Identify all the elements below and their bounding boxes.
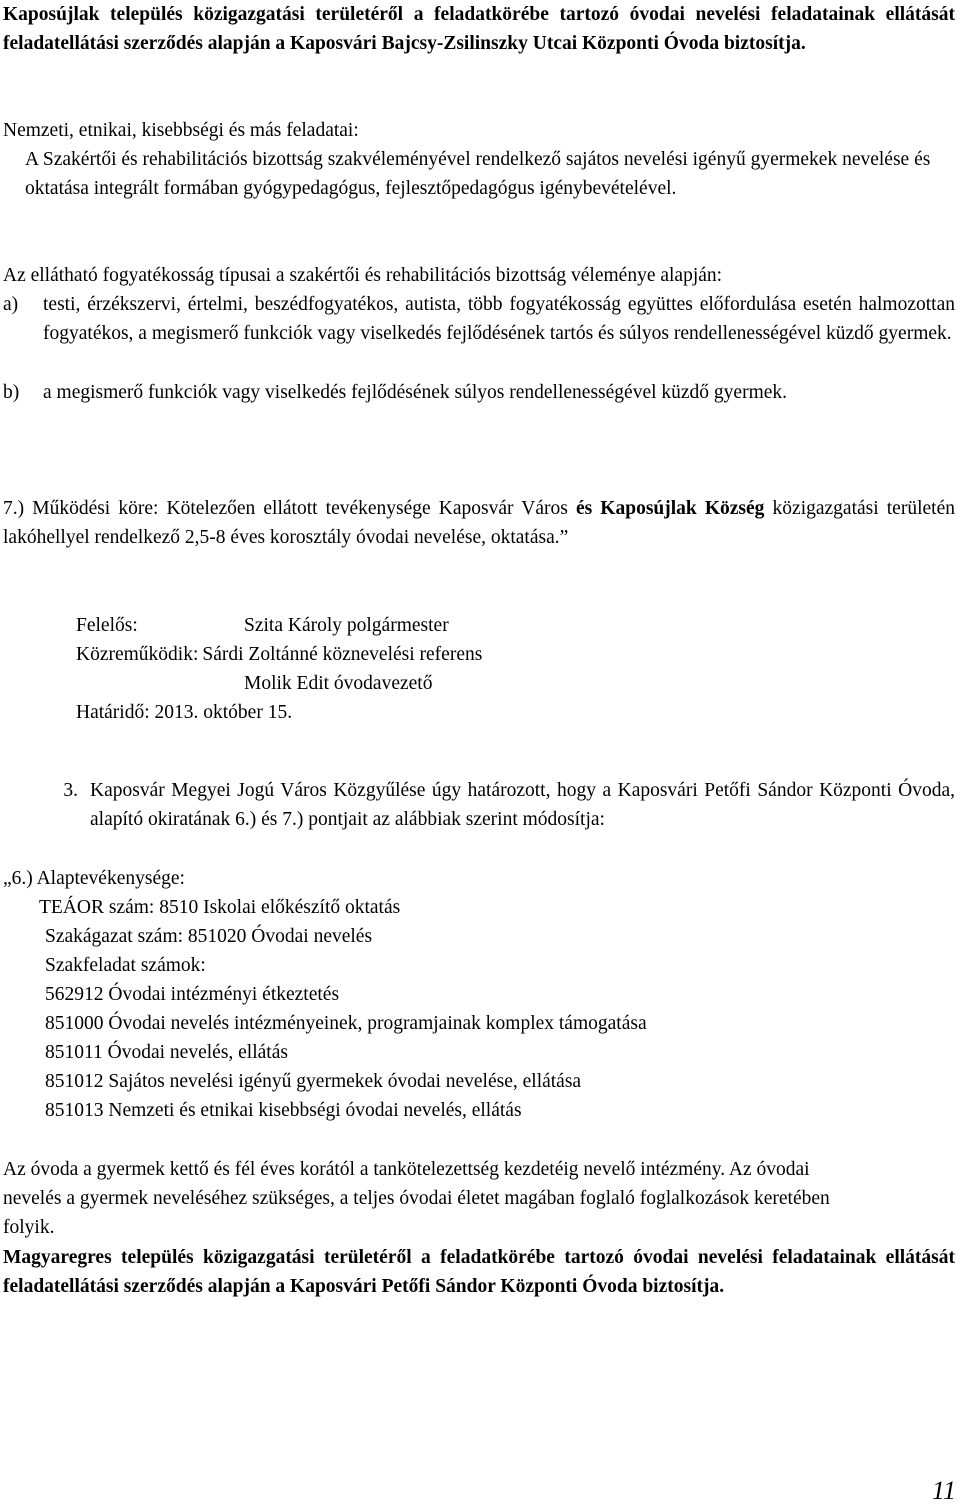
second-contributor: Molik Edit óvodavezető — [244, 673, 433, 694]
hatarido: Határidő: 2013. október 15. — [76, 702, 293, 723]
nemzeti-heading: Nemzeti, etnikai, kisebbségi és más feladatai: — [3, 120, 359, 141]
list-item: 851011 Óvodai nevelés, ellátás — [45, 1042, 288, 1063]
mukodesi-kore-paragraph — [3, 494, 955, 552]
item-b-text: a megismerő funkciók vagy viselkedés fejlődésének súlyos rendellenességével küzdő gyermek. — [43, 382, 788, 403]
item-a-text: testi, érzékszervi, értelmi, beszédfogyatékos, autista, több fogyatékosság együttes előfordulása esetén halmozottan fogyatékos, a megismerő funkciók vagy viselkedés fejlődésének tartós és súlyos rendellenességével küzdő gyermek. — [43, 294, 955, 344]
nemzeti-section — [3, 116, 955, 203]
szakagazat-line: Szakágazat szám: 851020 Óvodai nevelés — [45, 926, 373, 947]
szakfeladat-list — [3, 980, 955, 1125]
felelos-key: Felelős: — [76, 615, 138, 636]
fogyatekossag-item-b — [3, 378, 955, 407]
point-3 — [3, 776, 955, 834]
alaptevekenyseg-heading: „6.) Alaptevékenysége: — [3, 868, 185, 889]
fogyatekossag-item-a — [3, 290, 955, 348]
kaposujlak-paragraph: Kaposújlak település közigazgatási területéről a feladatkörébe tartozó óvodai nevelési feladatainak ellátását feladatellátási szerződés alapján a Kaposvári Bajcsy-Zsilinszky Utcai Központi Óvoda biztosítja. — [3, 4, 955, 54]
page-number: 11 — [931, 1476, 956, 1505]
list-item: 562912 Óvodai intézményi étkeztetés — [45, 984, 340, 1005]
point-3-text: Kaposvár Megyei Jogú Város Közgyűlése úgy határozott, hogy a Kaposvári Petőfi Sándor Központi Óvoda, alapító okiratának 6.) és 7.) pontjait az alábbiak szerint módosítja: — [90, 780, 955, 830]
ovoda-paragraph: Az óvoda a gyermek kettő és fél éves korától a tankötelezettség kezdetéig nevelő intézmény. Az óvodai nevelés a gyermek neveléséhez szükséges, a teljes óvodai életet magában foglaló foglalkozások keretében folyik. — [3, 1159, 830, 1238]
responsible-block — [76, 611, 876, 727]
fogyatekossag-section — [3, 261, 955, 407]
list-item: 851000 Óvodai nevelés intézményeinek, programjainak komplex támogatása — [45, 1013, 647, 1034]
nemzeti-body: A Szakértői és rehabilitációs bizottság szakvéleményével rendelkező sajátos nevelési igényű gyermekek nevelése és oktatása integrált formában gyógypedagógus, fejlesztőpedagógus igénybevételével. — [25, 149, 931, 199]
felelos-value: Szita Károly polgármester — [244, 615, 449, 636]
alaptevekenyseg-section — [3, 864, 955, 1125]
item-b-label: b) — [3, 382, 20, 403]
mukodes-bold: és Kaposújlak Község — [575, 498, 765, 519]
teaor-line: TEÁOR szám: 8510 Iskolai előkészítő oktatás — [39, 897, 401, 918]
kozremukodik-key: Közreműködik: — [76, 644, 199, 665]
kozremukodik-row — [76, 640, 876, 669]
item-a-label: a) — [3, 294, 19, 315]
list-item: 851012 Sajátos nevelési igényű gyermekek óvodai nevelése, ellátása — [45, 1071, 582, 1092]
fogyatekossag-intro: Az ellátható fogyatékosság típusai a szakértői és rehabilitációs bizottság véleménye alapján: — [3, 265, 723, 286]
mukodes-rest: közigazgatási területén lakóhellyel rendelkező 2,5-8 éves korosztály óvodai nevelése, oktatása.” — [3, 498, 955, 548]
kozremukodik-value: Sárdi Zoltánné köznevelési referens — [202, 644, 483, 665]
point-3-number: 3. — [63, 780, 78, 801]
mukodes-lead: 7.) Működési köre: Kötelezően ellátott tevékenysége Kaposvár Város — [3, 498, 576, 519]
magyaregres-paragraph: Magyaregres település közigazgatási területéről a feladatkörébe tartozó óvodai nevelési feladatainak ellátását feladatellátási szerződés alapján a Kaposvári Petőfi Sándor Központi Óvoda biztosítja. — [3, 1247, 955, 1297]
felelos-row — [76, 611, 876, 640]
list-item: 851013 Nemzeti és etnikai kisebbségi óvodai nevelés, ellátás — [45, 1100, 522, 1121]
szakfeladat-heading: Szakfeladat számok: — [45, 955, 206, 976]
